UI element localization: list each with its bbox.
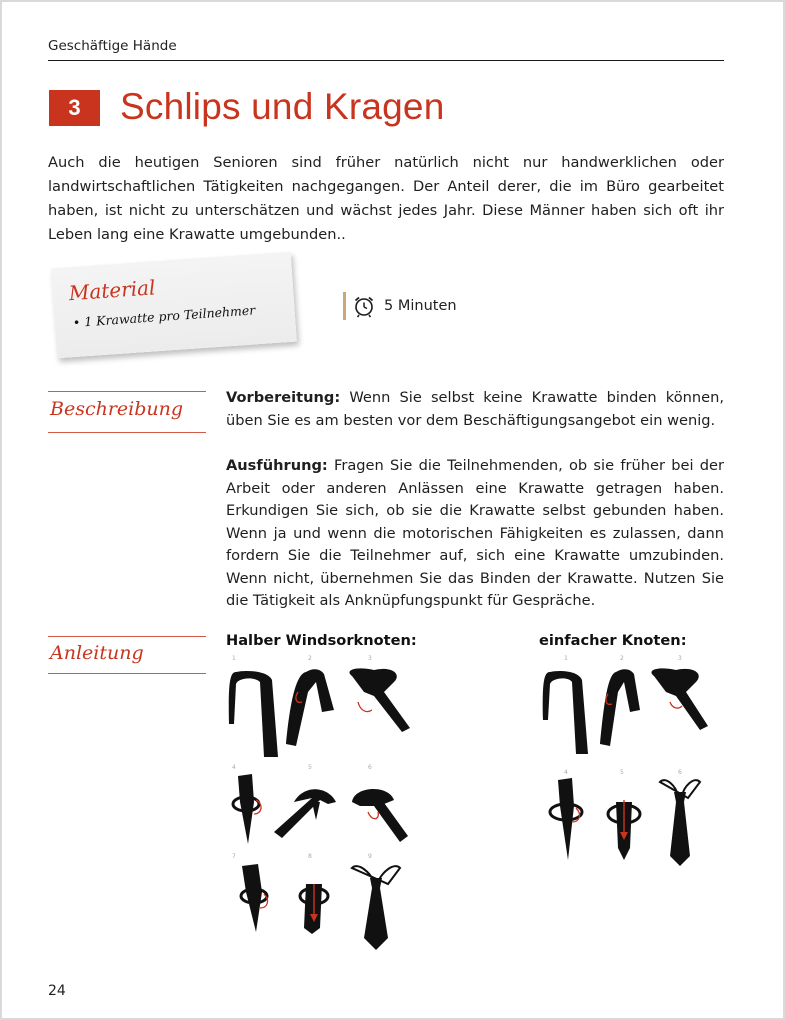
step-number: 1 (564, 655, 568, 662)
page-number: 24 (48, 983, 66, 999)
duration-bar (343, 292, 346, 320)
halber-windsor-heading: Halber Windsorknoten: (226, 632, 417, 649)
windsor-step-2-tie-icon (286, 669, 334, 746)
alarm-clock-icon (352, 294, 376, 318)
ausfuehrung-label: Ausführung: (226, 457, 328, 474)
step-number: 6 (368, 764, 372, 771)
einfach-step-4-tie-icon (550, 778, 582, 860)
step-number: 2 (620, 655, 624, 662)
section-label-beschreibung: Beschreibung (48, 391, 206, 433)
vorbereitung-text: Wenn Sie selbst keine Krawatte binden können, üben Sie es am besten vor dem Beschäftigungsangebot ein wenig. (226, 389, 724, 429)
step-number: 5 (308, 764, 312, 771)
einfacher-knoten-heading: einfacher Knoten: (539, 632, 687, 649)
einfach-step-2-tie-icon (600, 669, 640, 746)
windsor-step-7-tie-icon (241, 864, 267, 932)
einfach-step-6-tie-icon (660, 780, 700, 866)
step-number: 5 (620, 769, 624, 776)
windsor-step-8-tie-icon (300, 884, 328, 934)
step-number: 4 (564, 769, 568, 776)
windsor-step-9-tie-icon (352, 866, 400, 950)
windsor-step-6-tie-icon (352, 789, 408, 842)
einfacher-knoten-diagram (538, 652, 718, 872)
ausfuehrung-text: Fragen Sie die Teilnehmenden, ob sie früher bei der Arbeit oder anderen Anlässen eine Krawatte getragen haben. Erkundigen Sie sich, ob sie die Krawatte selbst gebunden haben. Wenn ja und wenn die motorischen Fähigkeiten es zulassen, dann fordern Sie die Teilnehmer auf, sich eine Krawatte umzubinden. Wenn nicht, übernehmen Sie das Binden der Krawatte. Nutzen Sie die Tätigkeit als Anknüpfungspunkt für Gespräche. (226, 457, 724, 609)
einfach-step-5-tie-icon (608, 800, 640, 860)
page-title: Schlips und Kragen (120, 86, 445, 127)
chapter-number-badge: 3 (49, 90, 100, 126)
vorbereitung-label: Vorbereitung: (226, 389, 341, 406)
running-head: Geschäftige Hände (48, 38, 177, 54)
material-item: • 1 Krawatte pro Teilnehmer (72, 302, 256, 331)
windsor-step-5-tie-icon (274, 789, 336, 838)
einfach-step-3-tie-icon (651, 668, 708, 730)
duration-text: 5 Minuten (384, 298, 457, 314)
step-number: 3 (678, 655, 682, 662)
windsor-step-4-tie-icon (233, 774, 261, 844)
step-number: 2 (308, 655, 312, 662)
halber-windsor-diagram (224, 652, 424, 952)
material-note (51, 252, 297, 359)
ausfuehrung-paragraph (226, 455, 724, 613)
windsor-step-3-tie-icon (349, 668, 410, 732)
step-number: 9 (368, 853, 372, 860)
step-number: 7 (232, 853, 236, 860)
step-number: 1 (232, 655, 236, 662)
duration (343, 292, 457, 320)
intro-paragraph: Auch die heutigen Senioren sind früher natürlich nicht nur handwerklichen oder landwirtschaftlichen Tätigkeiten nachgegangen. Der Anteil derer, die im Büro gearbeitet haben, ist nicht zu unterschätzen und wächst jedes Jahr. Diese Männer haben sich oft ihr Leben lang eine Krawatte umgebunden.. (48, 154, 724, 243)
einfach-step-1-tie-icon (543, 671, 588, 754)
section-label-anleitung: Anleitung (48, 636, 206, 674)
header-rule (48, 60, 724, 61)
step-number: 4 (232, 764, 236, 771)
step-number: 8 (308, 853, 312, 860)
material-item-text: 1 Krawatte pro Teilnehmer (83, 302, 256, 330)
step-number: 3 (368, 655, 372, 662)
vorbereitung-paragraph (226, 387, 724, 432)
windsor-step-1-tie-icon (229, 671, 278, 757)
step-number: 6 (678, 769, 682, 776)
material-title: Material (68, 275, 157, 306)
